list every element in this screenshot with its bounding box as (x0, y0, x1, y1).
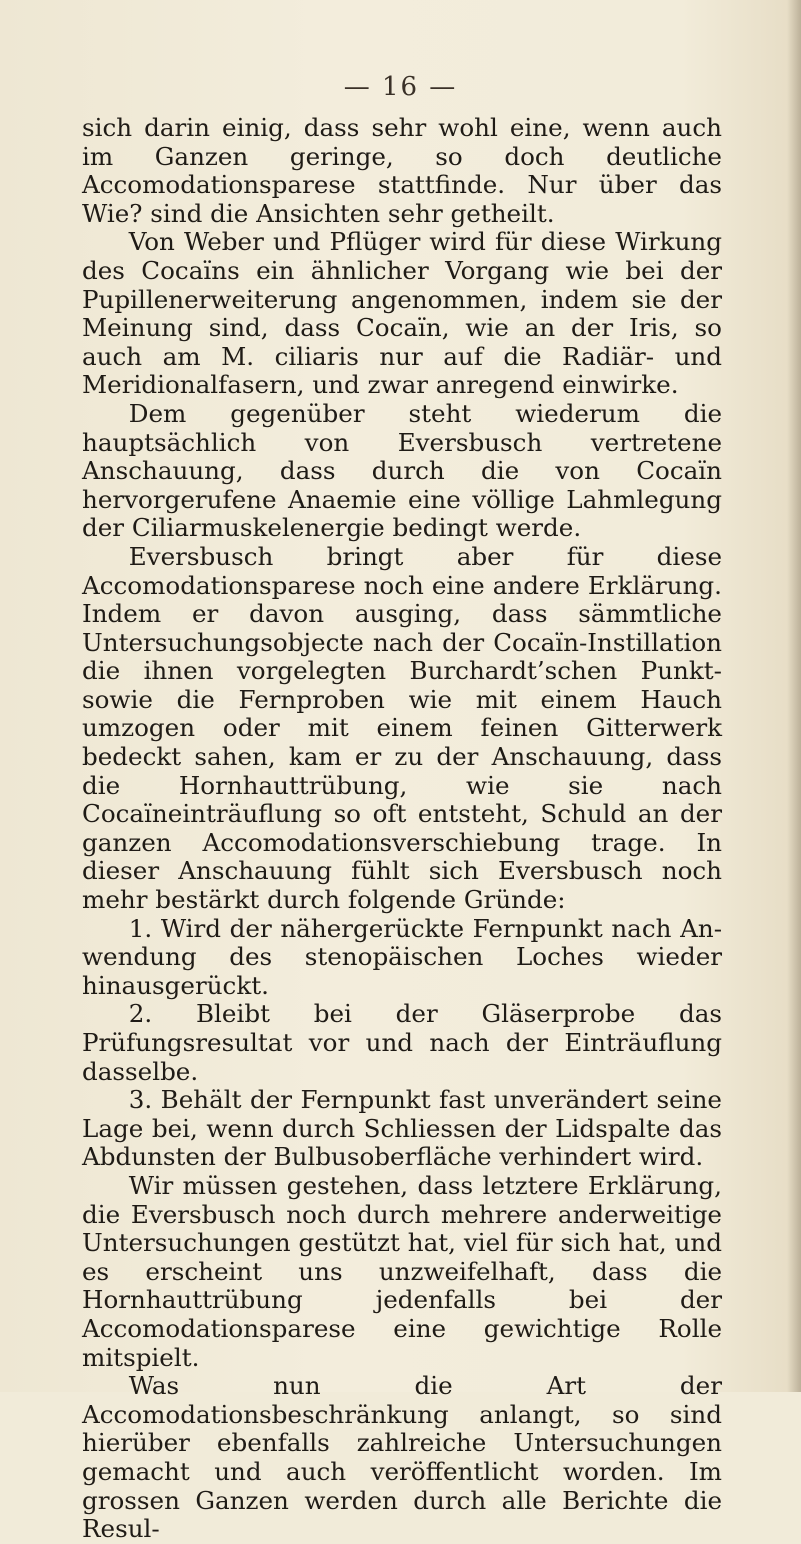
paragraph-continuation: sich darin einig, dass sehr wohl eine, wenn auch im Ganzen geringe, so doch deutliche Accomodationsparese stattfinde. Nur über das Wie? sind die Ansichten sehr getheilt. (82, 113, 722, 228)
paragraph-eversbusch-erklaerung: Eversbusch bringt aber für diese Accomodationsparese noch eine andere Erklärung. Indem er davon ausging, dass sämmtliche Untersuchungsobjecte nach der Cocaïn-Instillation die ihnen vorgelegten Burchardt’schen Punkt- sowie die Fernproben wie mit einem Hauch umzogen oder mit einem feinen Gitterwerk bedeckt sahen, kam er zu der Anschauung, dass die Hornhauttrübung, wie sie nach Cocaïneinträuflung so oft entsteht, Schuld an der ganzen Accomodationsverschiebung trage. In dieser Anschauung fühlt sich Eversbusch noch mehr bestärkt durch folgende Gründe: (82, 541, 722, 915)
body-text (82, 114, 722, 1544)
paragraph-weber-pflueger: Von Weber und Pflüger wird für diese Wirkung des Cocaïns ein ähnlicher Vorgang wie bei der Pupillenerweiterung angenommen, indem sie der Meinung sind, dass Cocaïn, wie an der Iris, so auch am M. ciliaris nur auf die Radiär- und Meridionalfasern, und zwar anregend einwirke. (82, 227, 722, 400)
paragraph-eversbusch-anaemie: Dem gegenüber steht wiederum die hauptsächlich von Eversbusch vertretene Anschauung, dass durch die von Cocaïn hervorgerufene Anaemie eine völlige Lahmlegung der Ciliarmuskelenergie bedingt werde. (82, 398, 722, 543)
page-edge-shadow (787, 0, 801, 1392)
page-number: — 16 — (343, 72, 458, 102)
paragraph-conclusion: Wir müssen gestehen, dass letztere Erklärung, die Eversbusch noch durch mehrere anderweitige Untersuchungen gestützt hat, viel für sich hat, und es erscheint uns unzweifelhaft, dass die Hornhauttrübung jedenfalls bei der Accomodationsparese eine gewichtige Rolle mitspielt. (82, 1170, 722, 1372)
list-item-3: 3. Behält der Fernpunkt fast unverändert seine Lage bei, wenn durch Schliessen der Lidspalte das Abdunsten der Bulbusoberfläche verhindert wird. (82, 1085, 722, 1172)
list-item-2: 2. Bleibt bei der Gläserprobe das Prüfungsresultat vor und nach der Einträuflung dasselbe. (82, 999, 722, 1086)
paragraph-accomodation: Was nun die Art der Accomodationsbeschränkung anlangt, so sind hierüber ebenfalls zahlreiche Untersuchungen gemacht und auch veröffentlicht worden. Im grossen Ganzen werden durch alle Berichte die Resul- (82, 1371, 722, 1544)
list-item-1: 1. Wird der nähergerückte Fernpunkt nach Anwendung des stenopäischen Loches wieder hinausgerückt. (82, 913, 722, 1000)
